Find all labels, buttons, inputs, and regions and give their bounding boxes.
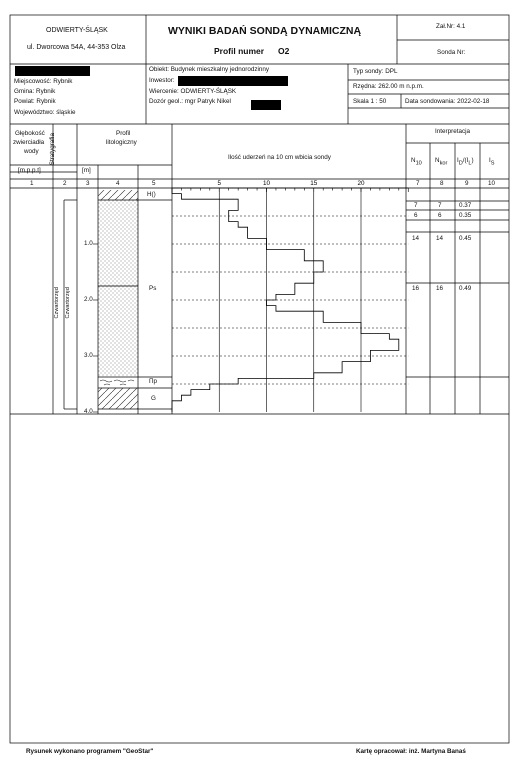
col-num: 1 bbox=[30, 180, 34, 187]
water-depth-header-1: Głębokość bbox=[15, 130, 45, 137]
water-depth-header-3: wody bbox=[24, 148, 39, 155]
interp-id: 0.37 bbox=[459, 202, 472, 209]
stratigraphy-label: Czwartorzęd bbox=[53, 287, 60, 319]
x-tick-label: 10 bbox=[262, 180, 271, 187]
redacted-field bbox=[15, 66, 90, 76]
layer-symbol: G bbox=[151, 395, 156, 402]
col-num: 9 bbox=[465, 180, 469, 187]
blows-title: Ilość uderzeń na 10 cm wbicia sondy bbox=[228, 154, 331, 161]
depth-label: 1.0 bbox=[84, 240, 93, 247]
col-num: 3 bbox=[86, 180, 90, 187]
stratigraphy-header: Stratygrafia bbox=[48, 133, 56, 166]
unit-m: [m] bbox=[82, 167, 91, 174]
locality: Miejscowość: Rybnik bbox=[14, 78, 73, 85]
footer-software: Rysunek wykonano programem "GeoStar" bbox=[26, 748, 154, 755]
probe-number-label: Sonda Nr: bbox=[437, 49, 466, 56]
x-tick-label: 5 bbox=[217, 180, 222, 187]
is-header: $I_S$ bbox=[489, 157, 495, 167]
interp-n10: 14 bbox=[412, 235, 420, 242]
footer-author: Kartę opracował: inż. Martyna Banaś bbox=[356, 748, 466, 755]
interp-nkor: 16 bbox=[436, 285, 444, 292]
id-il-header: $I_D/(I_L)$ bbox=[457, 157, 474, 167]
nkor-header: $N_{kor}$ bbox=[435, 157, 448, 167]
company-name: ODWIERTY-ŚLĄSK bbox=[46, 27, 108, 34]
report-title: WYNIKI BADAŃ SONDĄ DYNAMICZNĄ bbox=[168, 25, 362, 37]
commune: Gmina: Rybnik bbox=[14, 88, 56, 95]
driller: Wiercenie: ODWIERTY-ŚLĄSK bbox=[149, 88, 237, 95]
ordinate: Rzędna: 262.00 m n.p.m. bbox=[353, 83, 424, 90]
n10-header: $N_{10}$ bbox=[411, 157, 422, 167]
attachment-number: Zał.Nr: 4.1 bbox=[436, 23, 466, 30]
investor: Inwestor: bbox=[149, 77, 175, 84]
profile-header-2: litologiczny bbox=[106, 139, 137, 146]
unit-mppt: [m.p.p.t] bbox=[18, 167, 41, 174]
interp-id: 0.45 bbox=[459, 235, 472, 242]
col-num: 4 bbox=[116, 180, 120, 187]
interp-n10: 7 bbox=[414, 202, 418, 209]
company-address: ul. Dworcowa 54A, 44-353 Olza bbox=[27, 44, 126, 51]
object: Obiekt: Budynek mieszkalny jednorodzinny bbox=[149, 66, 270, 73]
interpretation-header: Interpretacja bbox=[435, 128, 471, 135]
interp-n10: 16 bbox=[412, 285, 420, 292]
water-depth-header-2: zwierciadła bbox=[13, 139, 45, 146]
profile-header-1: Profil bbox=[116, 130, 131, 137]
col-num: 8 bbox=[440, 180, 444, 187]
layer-symbol: H() bbox=[147, 191, 156, 198]
district: Powiat: Rybnik bbox=[14, 98, 56, 105]
layer-symbol: Πp bbox=[149, 378, 158, 385]
date: Data sondowania: 2022-02-18 bbox=[405, 98, 490, 105]
supervisor: Dozór geol.: mgr Patryk Nikel bbox=[149, 98, 231, 105]
stratigraphy-label: Czwartorzęd bbox=[64, 287, 71, 319]
col-num: 7 bbox=[416, 180, 420, 187]
interp-nkor: 14 bbox=[436, 235, 444, 242]
col-num: 5 bbox=[152, 180, 156, 187]
x-tick-label: 20 bbox=[357, 180, 365, 187]
redacted-field bbox=[178, 76, 288, 86]
interp-id: 0.49 bbox=[459, 285, 472, 292]
depth-label: 2.0 bbox=[84, 296, 93, 303]
probe-type: Typ sondy: DPL bbox=[353, 68, 398, 75]
profile-label: Profil numer bbox=[214, 46, 265, 56]
x-tick-label: 15 bbox=[310, 180, 318, 187]
col-num: 10 bbox=[488, 180, 496, 187]
interp-nkor: 7 bbox=[438, 202, 442, 209]
col-num: 2 bbox=[63, 180, 67, 187]
interp-n10: 6 bbox=[414, 212, 418, 219]
interp-nkor: 6 bbox=[438, 212, 442, 219]
scale: Skala 1 : 50 bbox=[353, 98, 387, 105]
profile-number: O2 bbox=[278, 46, 290, 56]
depth-label: 3.0 bbox=[84, 352, 93, 359]
layer-symbol: Ps bbox=[149, 285, 157, 292]
interp-id: 0.35 bbox=[459, 212, 472, 219]
voivodeship: Województwo: śląskie bbox=[14, 109, 76, 116]
depth-label: 4.0 bbox=[84, 408, 93, 415]
redacted-field bbox=[251, 100, 281, 110]
